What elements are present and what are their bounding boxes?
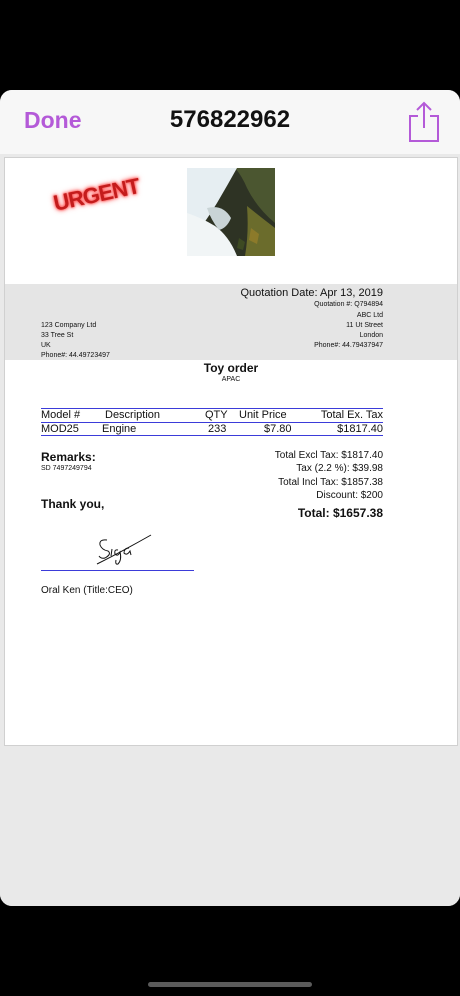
signature-image xyxy=(91,530,157,570)
address-band xyxy=(5,284,457,360)
sender-phone: Phone#: 44.49723497 xyxy=(41,352,110,359)
items-table xyxy=(41,408,383,436)
column-header-qty: QTY xyxy=(205,409,228,421)
column-header-model: Model # xyxy=(41,409,81,421)
document-title: 576822962 xyxy=(169,106,291,133)
remarks-value: SD 7497249794 xyxy=(41,465,92,472)
signer-name: Oral Ken (Title:CEO) xyxy=(41,585,133,596)
column-header-description: Description xyxy=(105,409,161,421)
sender-name: 123 Company Ltd xyxy=(41,322,97,329)
remarks-label: Remarks: xyxy=(41,450,96,464)
signature-line xyxy=(41,570,194,571)
quotation-number: Quotation #: Q794894 xyxy=(314,301,383,308)
row-model: MOD25 xyxy=(41,423,79,435)
recipient-phone: Phone#: 44.79437947 xyxy=(314,342,383,349)
total-incl-tax: Total Incl Tax: $1857.38 xyxy=(278,477,383,488)
sender-street: 33 Tree St xyxy=(41,332,74,339)
grand-total: Total: $1657.38 xyxy=(297,506,383,520)
thank-you-note: Thank you, xyxy=(41,497,105,511)
discount: Discount: $200 xyxy=(316,490,383,501)
home-indicator[interactable] xyxy=(148,982,312,987)
row-unit-price: $7.80 xyxy=(264,423,292,435)
navigation-bar xyxy=(0,90,460,155)
row-total: $1817.40 xyxy=(337,423,383,435)
waterfall-photo xyxy=(187,168,275,256)
done-button[interactable]: Done xyxy=(24,107,82,133)
column-header-total: Total Ex. Tax xyxy=(320,409,383,421)
urgent-stamp: URGENT xyxy=(51,173,142,216)
row-qty: 233 xyxy=(208,423,227,435)
document-area[interactable] xyxy=(0,154,460,906)
total-excl-tax: Total Excl Tax: $1817.40 xyxy=(274,450,383,461)
quotation-date: Quotation Date: Apr 13, 2019 xyxy=(240,287,383,299)
order-region: APAC xyxy=(221,376,241,383)
order-title: Toy order xyxy=(203,361,259,375)
sender-country: UK xyxy=(41,342,51,349)
document-viewer-sheet xyxy=(0,90,460,906)
share-icon[interactable] xyxy=(404,100,444,144)
quotation-page xyxy=(4,157,458,746)
table-bottom-rule xyxy=(41,435,383,436)
recipient-city: London xyxy=(359,332,383,339)
recipient-name: ABC Ltd xyxy=(356,312,383,319)
column-header-unit-price: Unit Price xyxy=(239,409,287,421)
recipient-street: 11 Ut Street xyxy=(346,322,383,329)
tax-amount: Tax (2.2 %): $39.98 xyxy=(296,463,383,474)
row-description: Engine xyxy=(102,423,137,435)
